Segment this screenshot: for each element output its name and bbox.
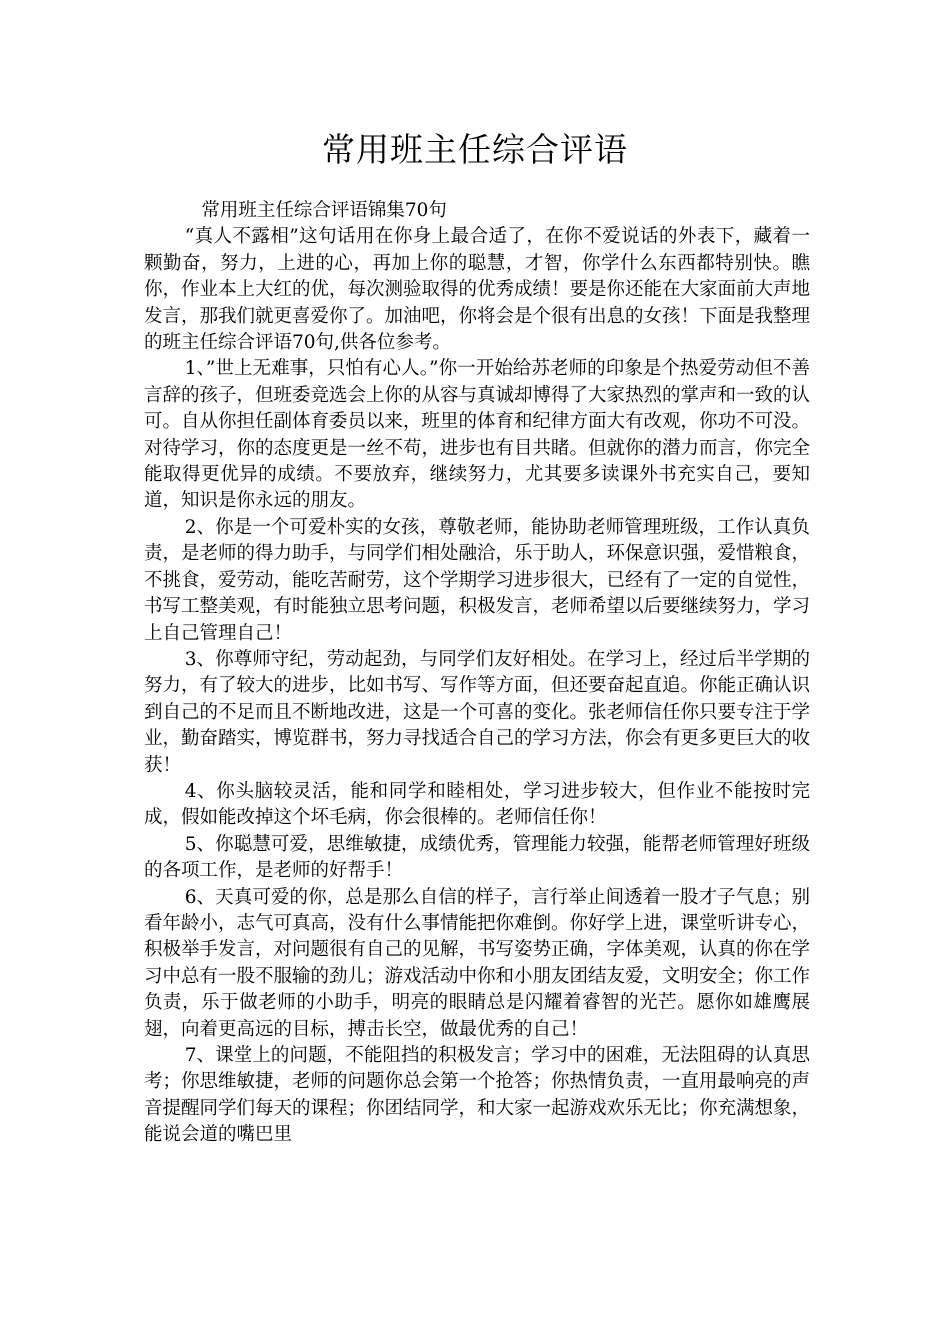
comment-paragraph-6: 6、天真可爱的你，总是那么自信的样子，言行举止间透着一股才子气息；别看年龄小，志气可真高，没有什么事情能把你难倒。你好学上进，课堂听讲专心，积极举手发言，对问题很有自己的见解，书写姿势正确，字体美观，认真的你在学习中总有一股不服输的劲儿；游戏活动中你和小朋友团结友爱，文明安全；你工作负责，乐于做老师的小助手，明亮的眼睛总是闪耀着睿智的光芒。愿你如雄鹰展翅，向着更高远的目标，搏击长空，做最优秀的自己！ bbox=[144, 886, 811, 1040]
comment-paragraph-3: 3、你尊师守纪，劳动起劲，与同学们友好相处。在学习上，经过后半学期的努力，有了较大的进步，比如书写、写作等方面，但还要奋起直追。你能正确认识到自己的不足而且不断地改进，这是一个可喜的变化。张老师信任你只要专注于学业，勤奋踏实，博览群书，努力寻找适合自己的学习方法，你会有更多更巨大的收获！ bbox=[144, 648, 811, 776]
comment-paragraph-5: 5、你聪慧可爱，思维敏捷，成绩优秀，管理能力较强，能帮老师管理好班级的各项工作，是老师的好帮手！ bbox=[144, 833, 810, 882]
document-subtitle: 常用班主任综合评语锦集70句 bbox=[201, 200, 447, 221]
comment-paragraph-1: 1、”世上无难事，只怕有心人。”你一开始给苏老师的印象是个热爱劳动但不善言辞的孩子，但班委竞选会上你的从容与真诚却博得了大家热烈的掌声和一致的认可。自从你担任副体育委员以来，班里的体育和纪律方面大有改观，你功不可没。对待学习，你的态度更是一丝不苟，进步也有目共睹。但就你的潜力而言，你完全能取得更优异的成绩。不要放弃，继续努力，尤其要多读课外书充实自己，要知道，知识是你永远的朋友。 bbox=[144, 358, 811, 512]
document-title: 常用班主任综合评语 bbox=[322, 130, 628, 169]
document-body bbox=[144, 198, 810, 1149]
comment-paragraph-4: 4、你头脑较灵活，能和同学和睦相处，学习进步较大，但作业不能按时完成，假如能改掉这个坏毛病，你会很棒的。老师信任你！ bbox=[144, 780, 810, 829]
comment-paragraph-2: 2、你是一个可爱朴实的女孩，尊敬老师，能协助老师管理班级，工作认真负责，是老师的得力助手，与同学们相处融洽，乐于助人，环保意识强，爱惜粮食，不挑食，爱劳动，能吃苦耐劳，这个学期学习进步很大，已经有了一定的自觉性，书写工整美观，有时能独立思考问题，积极发言，老师希望以后要继续努力，学习上自己管理自己！ bbox=[144, 516, 811, 644]
intro-paragraph: “真人不露相”这句话用在你身上最合适了，在你不爱说话的外表下，藏着一颗勤奋，努力，上进的心，再加上你的聪慧，才智，你学什么东西都特别快。瞧你，作业本上大红的优，每次测验取得的优秀成绩！要是你还能在大家面前大声地发言，那我们就更喜爱你了。加油吧，你将会是个很有出息的女孩！下面是我整理的班主任综合评语70句,供各位参考。 bbox=[144, 226, 811, 354]
comment-paragraph-7: 7、课堂上的问题，不能阻挡的积极发言；学习中的困难，无法阻碍的认真思考；你思维敏捷，老师的问题你总会第一个抢答；你热情负责，一直用最响亮的声音提醒同学们每天的课程；你团结同学，和大家一起游戏欢乐无比；你充满想象，能说会道的嘴巴里 bbox=[144, 1045, 811, 1146]
